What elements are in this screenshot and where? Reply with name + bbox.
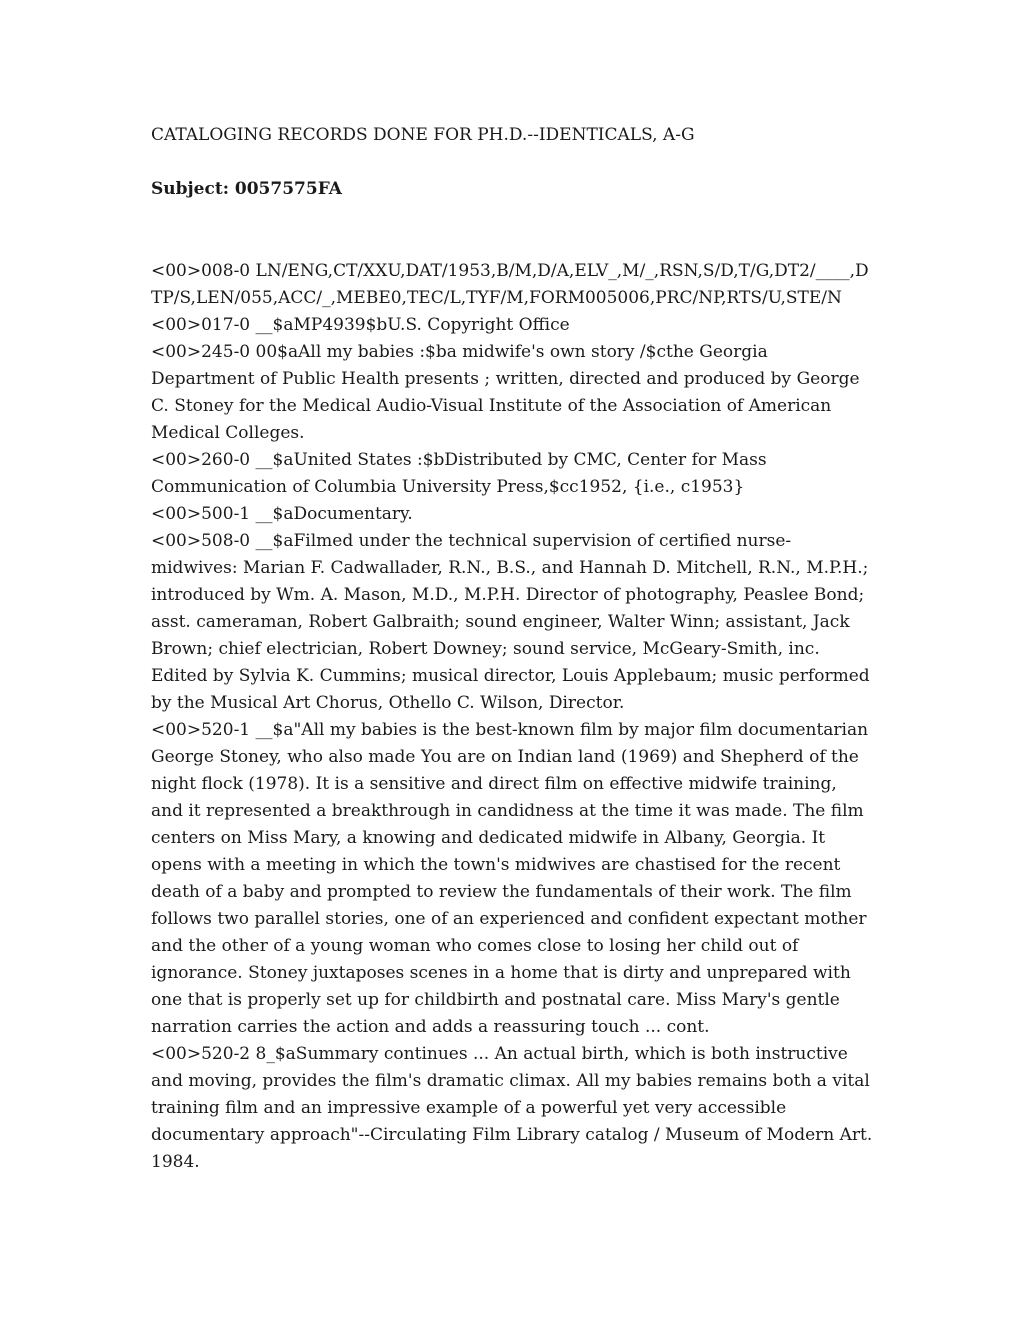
record-520-1: <00>520-1 __$a"All my babies is the best-known film by major film documentarian George Stoney, who also made You are on Indian land (1969) and Shepherd of the night flock (1978). It is a sensitive and direct film on effective midwife training, and it represented a breakthrough in candidness at the time it was made. The film centers on Miss Mary, a knowing and dedicated midwife in Albany, Georgia. It opens with a meeting in which the town's midwives are chastised for the recent death of a baby and prompted to review the fundamentals of their work. The film follows two parallel stories, one of an experienced and confident expectant mother and the other of a young woman who comes close to losing her child out of ignorance. Stoney juxtaposes scenes in a home that is dirty and unprepared with one that is properly set up for childbirth and postnatal care. Miss Mary's gentle narration carries the action and adds a reassuring touch ... cont.	[151, 720, 869, 1037]
record-520-2: <00>520-2 8_$aSummary continues ... An actual birth, which is both instructive and moving, provides the film's dramatic climax. All my babies remains both a vital training film and an impressive example of a powerful yet very accessible documentary approach"--Circulating Film Library catalog / Museum of Modern Art. 1984.	[151, 1044, 873, 1172]
record-245: <00>245-0 00$aAll my babies :$ba midwife's own story /$cthe Georgia Department of Public Health presents ; written, directed and produced by George C. Stoney for the Medical Audio-Visual Institute of the Association of American Medical Colleges.	[151, 342, 860, 443]
document-title: CATALOGING RECORDS DONE FOR PH.D.--IDENTICALS, A-G	[151, 125, 695, 145]
record-508: <00>508-0 __$aFilmed under the technical supervision of certified nurse-midwives: Marian F. Cadwallader, R.N., B.S., and Hannah D. Mitchell, R.N., M.P.H.; introduced by Wm. A. Mason, M.D., M.P.H. Director of photography, Peaslee Bond; asst. cameraman, Robert Galbraith; sound engineer, Walter Winn; assistant, Jack Brown; chief electrician, Robert Downey; sound service, McGeary-Smith, inc. Edited by Sylvia K. Cummins; musical director, Louis Applebaum; music performed by the Musical Art Chorus, Othello C. Wilson, Director.	[151, 531, 870, 713]
record-008: <00>008-0 LN/ENG,CT/XXU,DAT/1953,B/M,D/A,ELV_,M/_,RSN,S/D,T/G,DT2/____,DTP/S,LEN/055,ACC/_,MEBE0,TEC/L,TYF/M,FORM005006,PRC/NP,RTS/U,STE/N	[151, 261, 869, 308]
subject-line: Subject: 0057575FA	[151, 179, 342, 199]
record-500: <00>500-1 __$aDocumentary.	[151, 504, 413, 524]
record-260: <00>260-0 __$aUnited States :$bDistributed by CMC, Center for Mass Communication of Columbia University Press,$cc1952, {i.e., c1953}	[151, 450, 767, 497]
catalog-records	[151, 258, 873, 1176]
record-017: <00>017-0 __$aMP4939$bU.S. Copyright Office	[151, 315, 570, 335]
